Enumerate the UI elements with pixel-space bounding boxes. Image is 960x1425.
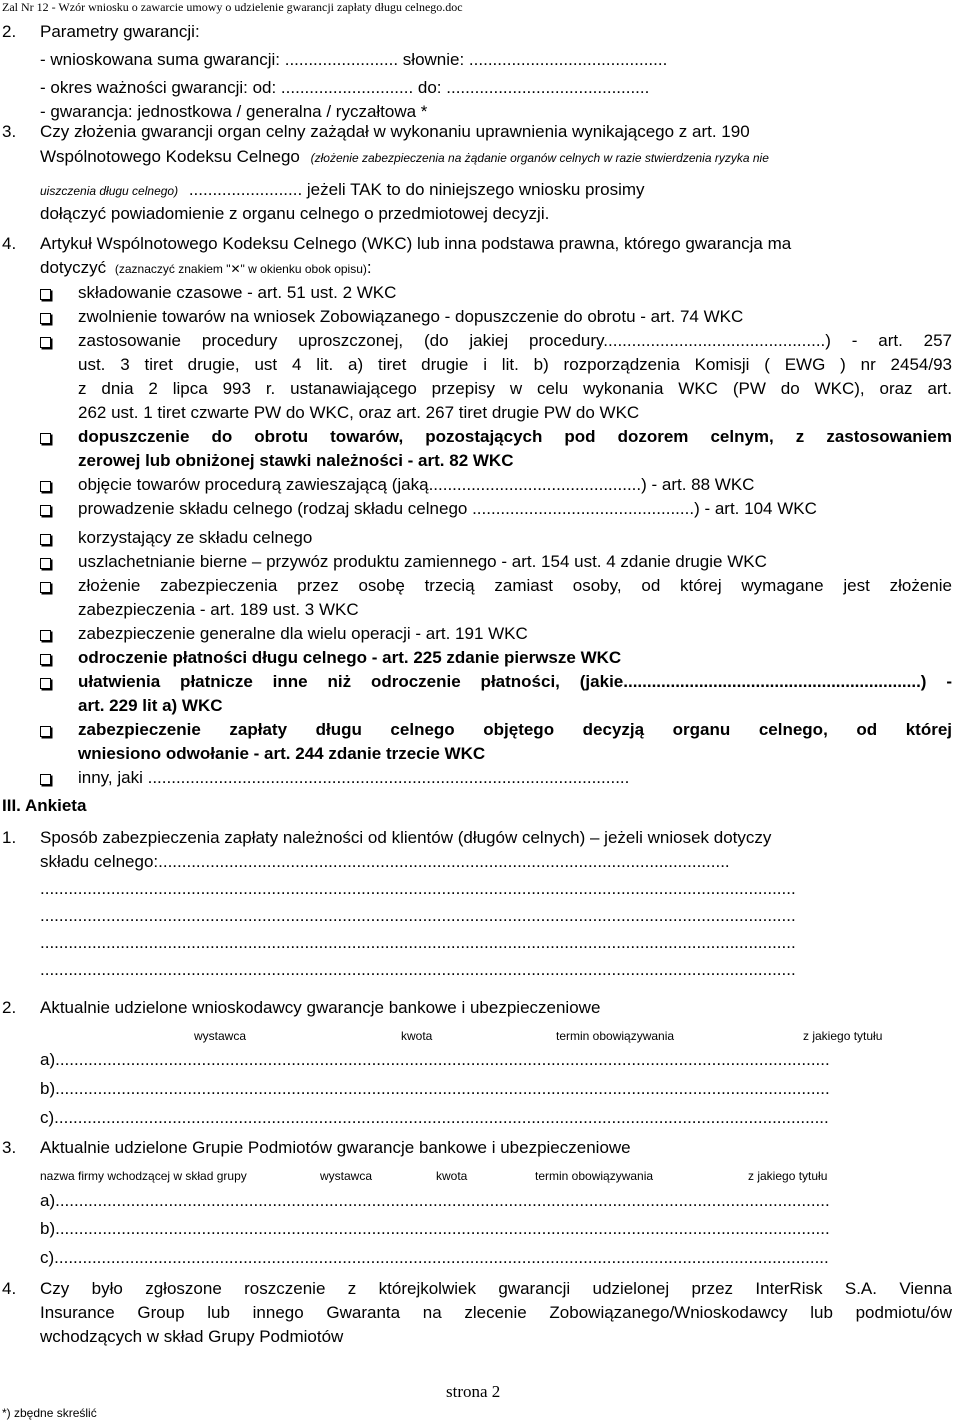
guarantee-amount-line: - wnioskowana suma gwarancji: ........................ słownie: .......................................... — [40, 50, 668, 69]
q3-title: Aktualnie udzielone Grupie Podmiotów gwarancje bankowe i ubezpieczeniowe — [40, 1138, 631, 1157]
checkbox-comprehensive-guarantee[interactable] — [40, 630, 51, 641]
q2-row-c: c).................................................................................................................................................................... — [40, 1108, 829, 1127]
guarantee-period-line: - okres ważności gwarancji: od: ............................ do: ........................................... — [40, 78, 650, 97]
item-line: ust. 3 tiret drugie, ust 4 lit. a) tiret drugie i lit. b) rozporządzenia Komisji ( EWG ) nr 2454/93 — [78, 355, 952, 374]
q3-col-company: nazwa firmy wchodzącej w skład grupy — [40, 1169, 247, 1183]
item-line: inny, jaki ...................................................................................................... — [78, 768, 630, 787]
checkbox-customs-warehouse[interactable] — [40, 505, 51, 516]
item-line: zastosowanie procedury uproszczonej, (do jakiej procedury...............................................) - art. 257 — [78, 331, 952, 350]
item-payment-facilities — [78, 670, 952, 718]
item-line: zabezpieczenie zapłaty długu celnego objętego decyzją organu celnego, od której — [78, 720, 952, 739]
checkbox-simplified-procedure[interactable] — [40, 337, 51, 348]
section-2-title: Parametry gwarancji: — [40, 22, 200, 41]
q2-col-validity: termin obowiązywania — [556, 1029, 675, 1043]
item-line: z dnia 2 lipca 993 r. ustanawiającego przepisy w celu wykonania WKC (PW do WKC), oraz art. — [78, 379, 952, 398]
section-3-line-3-main: ........................ jeżeli TAK to do niniejszego wniosku prosimy — [188, 180, 645, 199]
item-line: korzystający ze składu celnego — [78, 528, 313, 547]
section-3-line-4: dołączyć powiadomienie z organu celnego o przedmiotowej decyzji. — [40, 204, 550, 223]
item-deferred-payment — [78, 646, 952, 670]
item-line: zwolnienie towarów na wniosek Zobowiązanego - dopuszczenie do obrotu - art. 74 WKC — [78, 307, 744, 326]
section-4-line-2-colon: : — [366, 258, 372, 277]
checkbox-outward-processing[interactable] — [40, 558, 51, 569]
item-customs-warehouse — [78, 497, 952, 521]
checkbox-deferred-payment[interactable] — [40, 654, 51, 665]
section-3-line-2-note: (złożenie zabezpieczenia na żądanie organów celnych w razie stwierdzenia ryzyka nie — [310, 151, 769, 165]
q3-col-amount: kwota — [436, 1169, 468, 1183]
item-outward-processing — [78, 550, 952, 574]
item-line: zabezpieczenia - art. 189 ust. 3 WKC — [78, 600, 359, 619]
item-temporary-storage — [78, 281, 952, 305]
q2-col-title: z jakiego tytułu — [803, 1029, 883, 1043]
q4-line-3: wchodzących w skład Grupy Podmiotów — [40, 1327, 344, 1346]
section-4-line-1: Artykuł Wspólnotowego Kodeksu Celnego (WKC) lub inna podstawa prawna, którego gwarancja ma — [40, 234, 792, 253]
q3-row-c: c).................................................................................................................................................................... — [40, 1248, 829, 1267]
checkbox-other[interactable] — [40, 774, 51, 785]
q4-line-2: Insurance Group lub innego Gwaranta na zlecenie Zobowiązanego/Wnioskodawcy lub podmiotu/ów — [40, 1303, 952, 1322]
section-4-line-2-note: (zaznaczyć znakiem "✕" w okienku obok opisu) — [114, 262, 367, 276]
item-line: 262 ust. 1 tiret czwarte PW do WKC, oraz art. 267 tiret drugie PW do WKC — [78, 403, 640, 422]
q3-row-b: b).................................................................................................................................................................... — [40, 1219, 830, 1238]
q1-number: 1. — [2, 828, 17, 847]
item-simplified-procedure — [78, 329, 952, 425]
section-4-line-2-main: dotyczyć — [40, 258, 107, 277]
q1-line-2: składu celnego:......................................................................................................................... — [40, 852, 730, 871]
checkbox-payment-facilities[interactable] — [40, 678, 51, 689]
q1-dots-line: ................................................................................................................................................................ — [40, 879, 796, 898]
q2-row-b: b).................................................................................................................................................................... — [40, 1079, 830, 1098]
section-3-line-3 — [40, 178, 645, 203]
item-third-party-guarantee — [78, 574, 952, 622]
page-number: strona 2 — [446, 1382, 501, 1401]
q2-title: Aktualnie udzielone wnioskodawcy gwarancje bankowe i ubezpieczeniowe — [40, 998, 601, 1017]
checkbox-suspensive-procedure[interactable] — [40, 481, 51, 492]
section-3-line-2 — [40, 145, 952, 170]
section-2-number: 2. — [2, 22, 17, 41]
item-line: ułatwienia płatnicze inne niż odroczenie płatności, (jakie...............................................................) - — [78, 672, 952, 691]
q2-number: 2. — [2, 998, 17, 1017]
item-line: wniesiono odwołanie - art. 244 zdanie trzecie WKC — [78, 744, 486, 763]
q1-dots-line: ................................................................................................................................................................ — [40, 933, 796, 952]
item-line: odroczenie płatności długu celnego - art. 225 zdanie pierwsze WKC — [78, 648, 622, 667]
q3-col-issuer: wystawca — [320, 1169, 373, 1183]
item-appeal-guarantee — [78, 718, 952, 766]
q3-col-title: z jakiego tytułu — [748, 1169, 828, 1183]
item-line: uszlachetnianie bierne – przywóz produktu zamiennego - art. 154 ust. 4 zdanie drugie WKC — [78, 552, 767, 571]
section-3-line-2-main: Wspólnotowego Kodeksu Celnego — [40, 147, 300, 166]
checkbox-release-for-free-circulation[interactable] — [40, 313, 51, 324]
q1-dots-line: ................................................................................................................................................................ — [40, 960, 796, 979]
section-3-line-1: Czy złożenia gwarancji organ celny zażądał w wykonaniu uprawnienia wynikającego z art. 190 — [40, 122, 750, 141]
q2-col-amount: kwota — [401, 1029, 433, 1043]
document-header: Zal Nr 12 - Wzór wniosku o zawarcie umowy o udzielenie gwarancji zapłaty długu celnego.doc — [2, 0, 463, 14]
section-4-number: 4. — [2, 234, 17, 253]
q1-line-1: Sposób zabezpieczenia zapłaty należności od klientów (długów celnych) – jeżeli wniosek dotyczy — [40, 828, 772, 847]
checkbox-warehouse-user[interactable] — [40, 534, 51, 545]
checkbox-zero-or-reduced-rate[interactable] — [40, 433, 51, 444]
item-release-for-free-circulation — [78, 305, 952, 329]
q2-row-a: a).................................................................................................................................................................... — [40, 1050, 830, 1069]
q4-number: 4. — [2, 1279, 17, 1298]
section-4-line-2 — [40, 256, 372, 281]
footnote: *) zbędne skreślić — [2, 1406, 97, 1420]
item-line: objęcie towarów procedurą zawieszającą (jaką.............................................) - art. 88 WKC — [78, 475, 755, 494]
item-line: zerowej lub obniżonej stawki należności - art. 82 WKC — [78, 451, 514, 470]
item-line: złożenie zabezpieczenia przez osobę trzecią zamiast osoby, od której wymagane jest złożenie — [78, 576, 952, 595]
item-warehouse-user — [78, 526, 952, 550]
section-3-line-3-note: uiszczenia długu celnego) — [40, 184, 179, 198]
checkbox-temporary-storage[interactable] — [40, 289, 51, 300]
item-line: składowanie czasowe - art. 51 ust. 2 WKC — [78, 283, 397, 302]
q3-col-validity: termin obowiązywania — [535, 1169, 654, 1183]
section-iii-title: III. Ankieta — [2, 796, 87, 815]
item-suspensive-procedure — [78, 473, 952, 497]
q4-line-1: Czy było zgłoszone roszczenie z którejkolwiek gwarancji udzielonej przez InterRisk S.A. Vienna — [40, 1279, 952, 1298]
guarantee-type-line: - gwarancja: jednostkowa / generalna / ryczałtowa * — [40, 102, 428, 121]
q3-row-a: a).................................................................................................................................................................... — [40, 1191, 830, 1210]
item-line: zabezpieczenie generalne dla wielu operacji - art. 191 WKC — [78, 624, 528, 643]
checkbox-appeal-guarantee[interactable] — [40, 726, 51, 737]
item-other — [78, 766, 952, 790]
q1-dots-line: ................................................................................................................................................................ — [40, 906, 796, 925]
checkbox-third-party-guarantee[interactable] — [40, 582, 51, 593]
item-zero-or-reduced-rate — [78, 425, 952, 473]
item-line: prowadzenie składu celnego (rodzaj składu celnego ...............................................) - art. 104 WKC — [78, 499, 817, 518]
item-line: dopuszczenie do obrotu towarów, pozostających pod dozorem celnym, z zastosowaniem — [78, 427, 952, 446]
q3-number: 3. — [2, 1138, 17, 1157]
section-3-number: 3. — [2, 122, 17, 141]
item-comprehensive-guarantee — [78, 622, 952, 646]
item-line: art. 229 lit a) WKC — [78, 696, 223, 715]
q2-col-issuer: wystawca — [194, 1029, 247, 1043]
